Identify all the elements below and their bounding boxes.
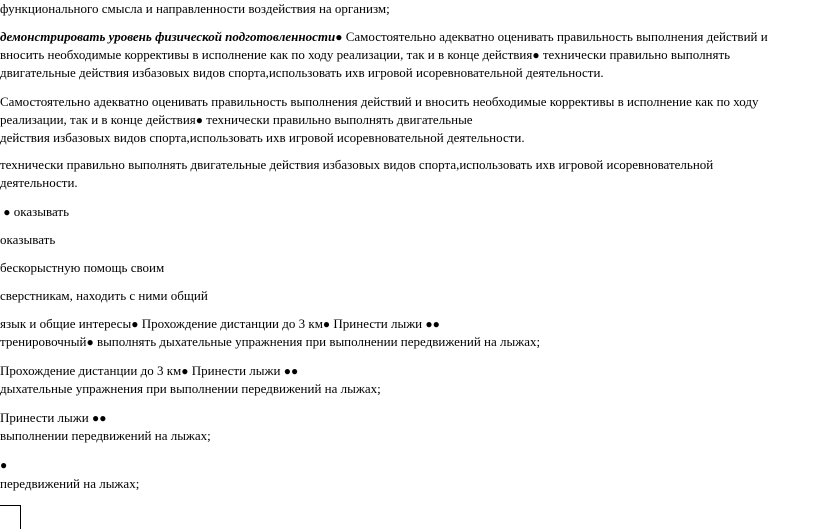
text-line-17 <box>0 380 381 398</box>
text-segment: Прохождение дистанции до 3 км <box>0 363 182 378</box>
text-line-20 <box>0 456 7 474</box>
text-line-21 <box>0 475 139 493</box>
text-line-16 <box>0 362 298 380</box>
text-segment: технически правильно выполнять двигательные действия избазовых видов спорта,использовать ихв игровой исоревновательной <box>0 157 714 172</box>
bullet-icon: ● <box>3 205 11 219</box>
text-segment: действия избазовых видов спорта,использовать ихв игровой исоревновательной деятельности. <box>0 130 525 145</box>
text-line-14 <box>0 315 440 333</box>
text-segment: передвижений на лыжах; <box>0 476 140 491</box>
text-line-15 <box>0 333 540 351</box>
text-segment: Прохождение дистанции до 3 км <box>138 316 323 331</box>
text-segment: функционального смысла и направленности воздействия на организм; <box>0 1 390 16</box>
text-segment: дыхательные упражнения при выполнении передвижений на лыжах; <box>0 381 381 396</box>
text-segment: двигательные действия избазовых видов спорта,использовать ихв игровой исоревновательной деятельности. <box>0 65 604 80</box>
double-bullet-icon: ●● <box>283 364 299 378</box>
text-line-5 <box>0 93 759 111</box>
text-segment: Принести лыжи <box>330 316 426 331</box>
text-line-10 <box>0 203 69 221</box>
text-segment: выполнении передвижений на лыжах; <box>0 428 211 443</box>
text-segment: деятельности. <box>0 175 78 190</box>
bullet-icon: ● <box>181 364 189 378</box>
text-segment: вносить необходимые коррективы в исполнение как по ходу реализации, так и в конце действия <box>0 47 533 62</box>
bullet-icon: ● <box>322 317 331 331</box>
text-line-4 <box>0 64 604 82</box>
text-line-6 <box>0 111 473 129</box>
text-line-8 <box>0 156 713 174</box>
text-line-18 <box>0 409 106 427</box>
text-line-13 <box>0 287 208 305</box>
text-line-1 <box>0 0 390 18</box>
text-segment: Принести лыжи <box>0 410 89 425</box>
bullet-icon: ● <box>532 48 540 62</box>
heading-bold-italic: демонстрировать уровень физической подготовленности <box>0 29 336 44</box>
text-segment: бескорыстную помощь своим <box>0 260 165 275</box>
text-segment: Принести лыжи <box>188 363 284 378</box>
text-segment: оказывать <box>13 204 70 219</box>
double-bullet-icon: ●● <box>425 317 440 331</box>
text-segment: язык и общие интересы <box>0 316 132 331</box>
text-segment: Самостоятельно адекватно оценивать правильность выполнения действий и <box>345 29 768 44</box>
text-segment: Самостоятельно адекватно оценивать правильность выполнения действий и вносить необходимые коррективы в исполнение как по ходу <box>0 94 759 109</box>
bullet-icon: ● <box>335 30 343 44</box>
text-segment: оказывать <box>0 232 56 247</box>
double-bullet-icon: ●● <box>91 411 107 425</box>
bullet-icon: ● <box>0 458 8 472</box>
text-line-12 <box>0 259 164 277</box>
page-corner-frame <box>0 505 21 529</box>
text-line-3 <box>0 46 730 64</box>
text-line-19 <box>0 427 211 445</box>
text-segment: тренировочный <box>0 334 87 349</box>
text-line-11 <box>0 231 55 249</box>
bullet-icon: ● <box>195 113 204 127</box>
text-segment: сверстникам, находить с ними общий <box>0 288 208 303</box>
text-segment: технически правильно выполнять <box>539 47 731 62</box>
text-segment: технически правильно выполнять двигательные <box>203 112 473 127</box>
text-line-7 <box>0 129 525 147</box>
text-segment: реализации, так и в конце действия <box>0 112 196 127</box>
bullet-icon: ● <box>131 317 139 331</box>
text-segment: выполнять дыхательные упражнения при выполнении передвижений на лыжах; <box>93 334 541 349</box>
text-line-9 <box>0 174 78 192</box>
bullet-icon: ● <box>86 335 94 349</box>
text-line-2 <box>0 28 768 46</box>
